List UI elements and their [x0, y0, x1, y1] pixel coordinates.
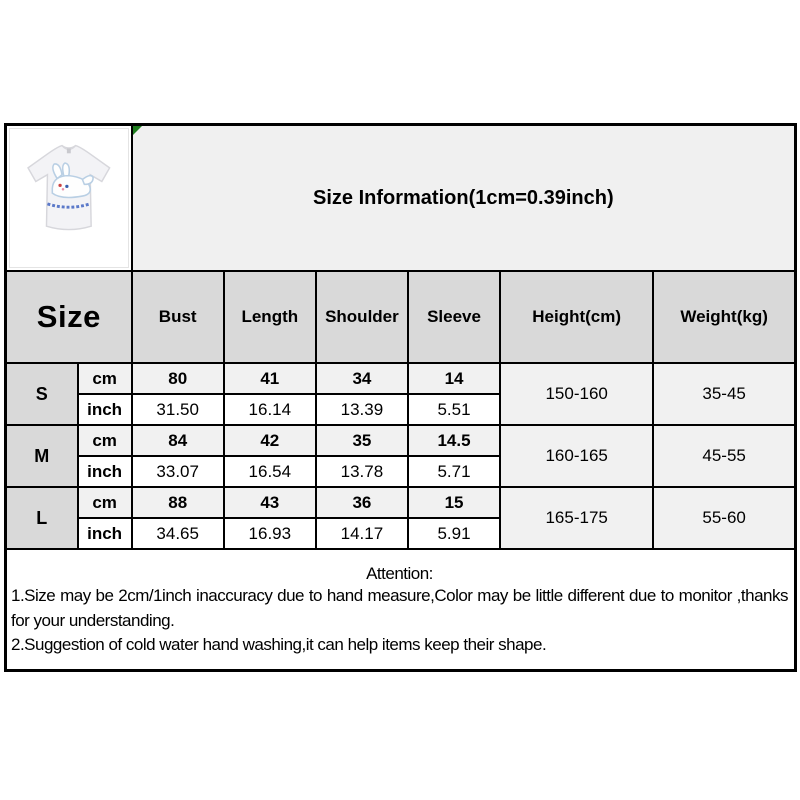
height-range-l: 165-175 — [500, 487, 653, 549]
table-cell: 5.71 — [408, 456, 500, 487]
table-cell: 33.07 — [132, 456, 224, 487]
table-cell: 5.51 — [408, 394, 500, 425]
table-cell: 13.78 — [316, 456, 408, 487]
column-header-weight: Weight(kg) — [653, 271, 795, 363]
attention-note-1: 1.Size may be 2cm/1inch inaccuracy due to hand measure,Color may be little different due to monitor ,thanks for your understanding. — [11, 585, 788, 630]
attention-section — [6, 549, 796, 670]
table-cell: 80 — [132, 363, 224, 394]
product-photo-frame — [9, 128, 129, 268]
table-cell: 84 — [132, 425, 224, 456]
column-header-size: Size — [6, 271, 132, 363]
column-header-height: Height(cm) — [500, 271, 653, 363]
table-cell: 42 — [224, 425, 316, 456]
table-cell: 15 — [408, 487, 500, 518]
table-cell: 34 — [316, 363, 408, 394]
table-cell: 16.93 — [224, 518, 316, 549]
corner-flag-icon — [133, 126, 142, 135]
size-label-s: S — [6, 363, 78, 425]
size-label-m: M — [6, 425, 78, 487]
height-range-m: 160-165 — [500, 425, 653, 487]
table-cell: 16.54 — [224, 456, 316, 487]
table-cell: 5.91 — [408, 518, 500, 549]
size-chart-sheet — [4, 123, 797, 672]
unit-label-cm: cm — [78, 425, 132, 456]
unit-label-cm: cm — [78, 487, 132, 518]
size-table — [4, 123, 797, 672]
table-cell: 14.5 — [408, 425, 500, 456]
height-range-s: 150-160 — [500, 363, 653, 425]
weight-range-l: 55-60 — [653, 487, 795, 549]
weight-range-m: 45-55 — [653, 425, 795, 487]
unit-label-inch: inch — [78, 518, 132, 549]
unit-label-inch: inch — [78, 456, 132, 487]
weight-range-s: 35-45 — [653, 363, 795, 425]
table-cell: 35 — [316, 425, 408, 456]
size-label-l: L — [6, 487, 78, 549]
page-title: Size Information(1cm=0.39inch) — [313, 186, 614, 209]
column-header-sleeve: Sleeve — [408, 271, 500, 363]
table-cell: 14 — [408, 363, 500, 394]
attention-note-2: 2.Suggestion of cold water hand washing,it can help items keep their shape. — [11, 635, 547, 655]
table-cell: 13.39 — [316, 394, 408, 425]
table-cell: 34.65 — [132, 518, 224, 549]
size-info-title-cell — [132, 125, 796, 272]
table-cell: 31.50 — [132, 394, 224, 425]
unit-label-cm: cm — [78, 363, 132, 394]
column-header-bust: Bust — [132, 271, 224, 363]
tshirt-photo-icon — [10, 130, 128, 266]
table-cell: 14.17 — [316, 518, 408, 549]
table-cell: 88 — [132, 487, 224, 518]
table-cell: 43 — [224, 487, 316, 518]
table-cell: 41 — [224, 363, 316, 394]
unit-label-inch: inch — [78, 394, 132, 425]
column-header-shoulder: Shoulder — [316, 271, 408, 363]
product-photo-cell — [6, 125, 132, 272]
attention-heading: Attention: — [366, 563, 433, 583]
table-cell: 36 — [316, 487, 408, 518]
table-cell: 16.14 — [224, 394, 316, 425]
column-header-length: Length — [224, 271, 316, 363]
